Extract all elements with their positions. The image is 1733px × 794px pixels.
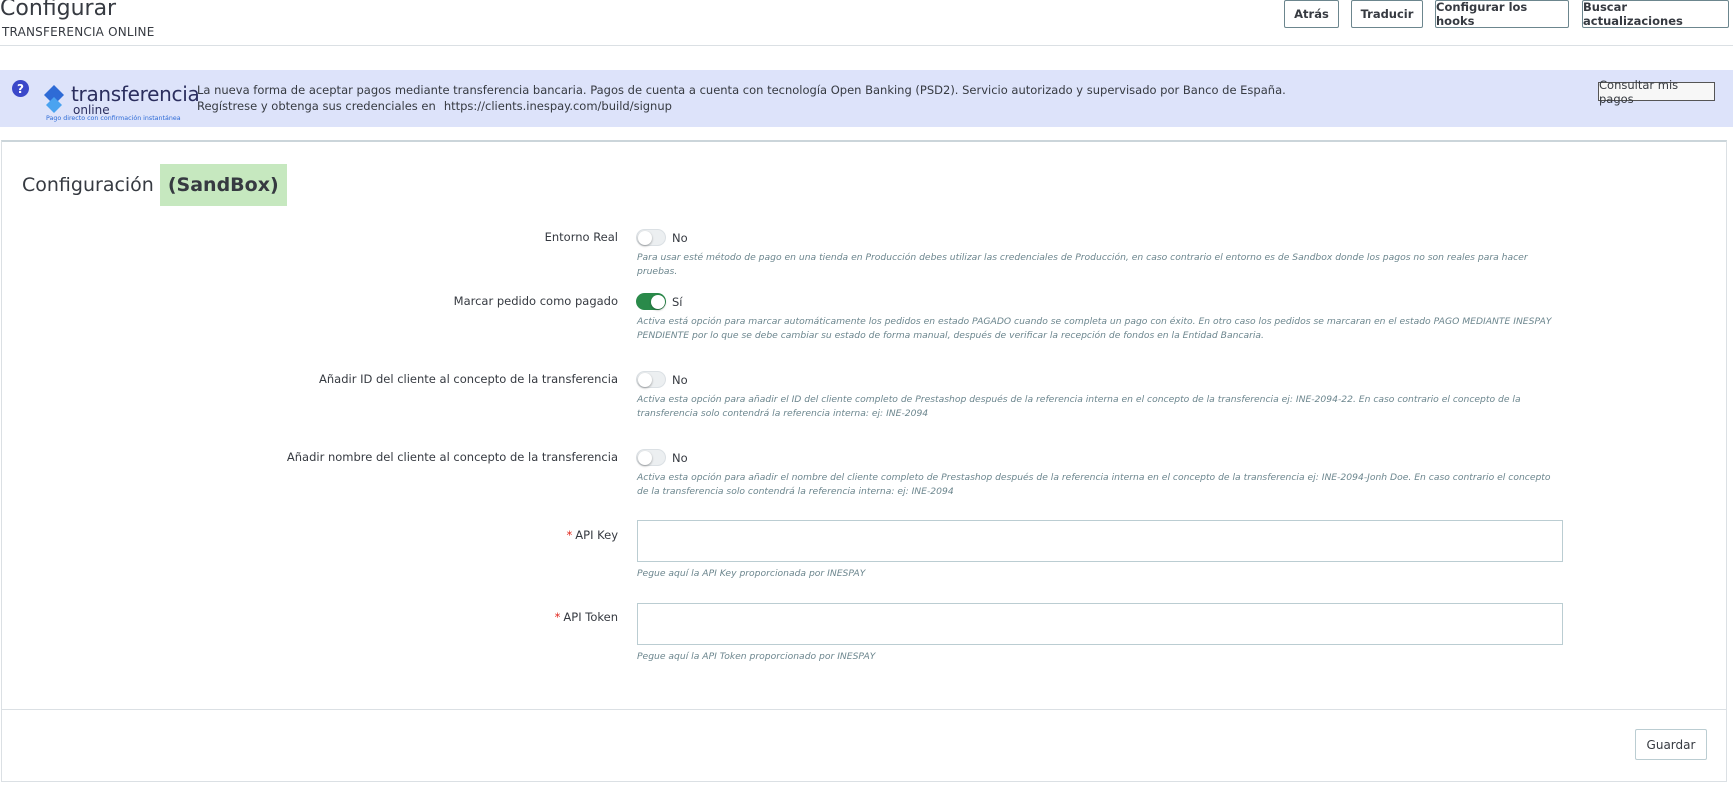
api-key-help: Pegue aquí la API Key proporcionada por INESPAY: [637, 568, 866, 579]
save-button[interactable]: Guardar: [1635, 729, 1707, 760]
add-customer-name-toggle[interactable]: [636, 449, 666, 466]
api-key-label-text: API Key: [575, 528, 618, 542]
api-token-label-text: API Token: [563, 610, 618, 624]
breadcrumb: TRANSFERENCIA ONLINE: [2, 25, 155, 39]
add-customer-id-state: No: [672, 373, 688, 387]
api-key-label: [567, 528, 618, 542]
configure-hooks-button[interactable]: Configurar los hooks: [1435, 0, 1569, 28]
logo-mark-icon: [44, 85, 68, 119]
translate-button[interactable]: Traducir: [1351, 0, 1423, 28]
add-customer-name-help: Activa esta opción para añadir el nombre del cliente completo de Prestashop después de la referencia interna en el concepto de la transferencia ej: INE-2094-Jonh Doe. En caso contrario el concepto de la transferencia solo contendrá la referencia interna: ej: INE-2094: [637, 472, 1551, 497]
add-customer-id-label: Añadir ID del cliente al concepto de la transferencia: [319, 372, 618, 386]
api-token-help: Pegue aquí la API Token proporcionado por INESPAY: [637, 651, 876, 662]
live-environment-label: Entorno Real: [544, 230, 618, 244]
mark-paid-toggle[interactable]: [636, 293, 666, 310]
page-title: Configurar: [0, 0, 117, 21]
view-payments-button[interactable]: Consultar mis pagos: [1598, 82, 1715, 101]
signup-prompt: Regístrese y obtenga sus credenciales en: [197, 99, 436, 113]
info-banner: [0, 70, 1733, 127]
page-header: [0, 0, 1733, 46]
toggle-knob: [638, 231, 652, 245]
banner-description: La nueva forma de aceptar pagos mediante transferencia bancaria. Pagos de cuenta a cuenta con tecnología Open Banking (PSD2). Servicio autorizado y supervisado por Banco de España.: [197, 83, 1286, 97]
panel-footer-divider: [2, 709, 1726, 710]
help-icon: ?: [12, 80, 29, 97]
live-environment-toggle[interactable]: [636, 229, 666, 246]
add-customer-name-label: Añadir nombre del cliente al concepto de la transferencia: [286, 450, 618, 464]
check-updates-button[interactable]: Buscar actualizaciones: [1582, 0, 1729, 28]
panel-heading: [22, 164, 287, 206]
logo-wordmark: transferencia: [71, 82, 200, 106]
environment-badge: (SandBox): [160, 164, 287, 206]
required-mark: *: [554, 610, 561, 624]
add-customer-id-help: Activa esta opción para añadir el ID del cliente completo de Prestashop después de la referencia interna en el concepto de la transferencia ej: INE-2094-22. En caso contrario el concepto de la transferencia solo contendrá la referencia interna: ej: INE-2094: [637, 394, 1521, 419]
toggle-knob: [651, 295, 665, 309]
api-token-input[interactable]: [637, 603, 1563, 645]
mark-paid-state: Sí: [672, 295, 683, 309]
logo-subword: online: [73, 103, 110, 117]
live-environment-help: Para usar esté método de pago en una tienda en Producción debes utilizar las credenciales de Producción, en caso contrario el entorno es de Sandbox donde los pagos no son reales para hacer pruebas.: [637, 252, 1528, 277]
config-panel: [1, 140, 1727, 782]
banner-signup-text: [197, 99, 672, 113]
transferencia-online-logo: [44, 82, 200, 122]
signup-link[interactable]: https://clients.inespay.com/build/signup: [443, 99, 672, 113]
back-button[interactable]: Atrás: [1284, 0, 1339, 28]
mark-paid-label: Marcar pedido como pagado: [453, 294, 618, 308]
logo-tagline: Pago directo con confirmación instantánea: [46, 115, 181, 122]
api-token-label: [555, 610, 618, 624]
panel-title: Configuración: [22, 174, 154, 196]
add-customer-id-toggle[interactable]: [636, 371, 666, 388]
mark-paid-help: Activa está opción para marcar automáticamente los pedidos en estado PAGADO cuando se completa un pago con éxito. En otro caso los pedidos se marcaran en el estado PAGO MEDIANTE INESPAY PENDIENTE por lo que se debe cambiar su estado de forma manual, después de verificar la recepción de fondos en la Entidad Bancaria.: [637, 316, 1552, 341]
toggle-knob: [638, 373, 652, 387]
required-mark: *: [566, 528, 573, 542]
toggle-knob: [638, 451, 652, 465]
api-key-input[interactable]: [637, 520, 1563, 562]
live-environment-state: No: [672, 231, 688, 245]
add-customer-name-state: No: [672, 451, 688, 465]
